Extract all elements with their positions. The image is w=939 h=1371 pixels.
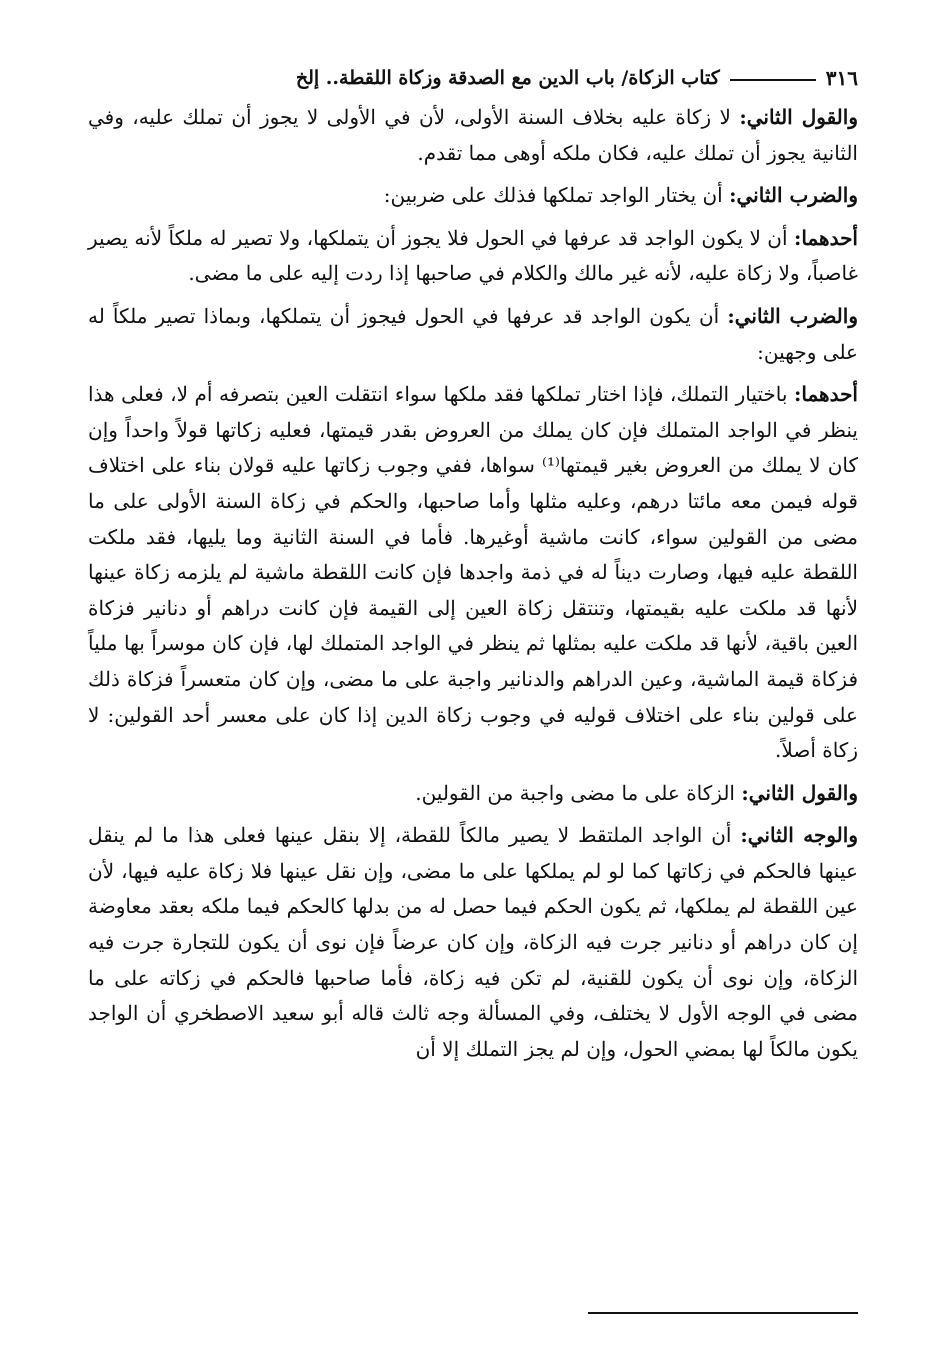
paragraph (88, 221, 858, 292)
paragraph-lead: والقول الثاني: (741, 780, 858, 805)
paragraph (88, 818, 858, 1067)
paragraph (88, 776, 858, 812)
paragraph-text: الزكاة على ما مضى واجبة من القولين. (415, 780, 742, 805)
paragraph-lead: والوجه الثاني: (740, 823, 858, 848)
page-header (88, 60, 858, 96)
paragraph-lead: أحدهما: (793, 382, 858, 407)
footnote-rule (588, 1312, 858, 1314)
paragraph (88, 377, 858, 769)
paragraph-text: أن يكون الواجد قد عرفها في الحول فيجوز أن يتملكها، وبماذا تصير ملكاً له على وجهين: (88, 303, 858, 364)
document-page (88, 60, 858, 1074)
paragraph-text: لا زكاة عليه بخلاف السنة الأولى، لأن في الأولى لا يجوز أن تملك عليه، وفي الثانية يجوز أن تملك عليه، فكان ملكه أوهى مما تقدم. (88, 105, 858, 165)
paragraph-lead: والضرب الثاني: (727, 303, 858, 328)
header-rule (730, 79, 816, 81)
paragraph-text: باختيار التملك، فإذا اختار تملكها فقد ملكها سواء انتقلت العين بتصرفه أم لا، فعلى هذا ينظر في الواجد المتملك فإن كان يملك من العروض بقدر قيمتها، فعليه زكاتها قولاً واحداً وإن كان لا يملك من العروض بغير قيمتها⁽¹⁾ سواها، ففي وجوب زكاتها عليه قولان بناء على اختلاف قوله فيمن معه مائتا درهم، وعليه مثلها وأما صاحبها، والحكم في زكاة السنة الأولى على ما مضى من القولين سواء، كانت ماشية أوغيرها. فأما في السنة الثانية وما يليها، فقد ملكت اللقطة عليه فيها، وصارت ديناً له في ذمة واجدها فإن كانت اللقطة ماشية لم يلزمه زكاة عينها لأنها قد ملكت عليه بقيمتها، وتنتقل زكاة العين إلى القيمة فإن كانت دراهم أو دنانير فزكاة العين باقية، لأنها قد ملكت عليه بمثلها ثم ينظر في الواجد المتملك لها، فإن كان موسراً بها ملياً فزكاة قيمة الماشية، وعين الدراهم والدنانير واجبة على ما مضى، وإن كان متعسراً فزكاة ذلك على قولين بناء على اختلاف قوليه في وجوب زكاة الدين إذا كان على معسر أحد القولين: لا زكاة أصلاً. (88, 382, 858, 763)
paragraph-text: أن الواجد الملتقط لا يصير مالكاً للقطة، إلا بنقل عينها فعلى هذا ما لم ينقل عينها فالحكم في زكاتها كما لو لم يملكها على ما مضى، وإن نقل عينها فلا زكاة عليه فيها، لأن عين اللقطة لم يملكها، ثم يكون الحكم فيما حصل له من بدلها كالحكم فيما ملكه بعقد معاوضة إن كان دراهم أو دنانير جرت فيه الزكاة، وإن كان عرضاً فإن نوى أن يكون للتجارة جرت فيه الزكاة، وإن نوى أن يكون للقنية، لم تكن فيه زكاة، فأما صاحبها فالحكم في زكاته على ما مضى في الوجه الأول لا يختلف، وفي المسألة وجه ثالث قاله أبو سعيد الاصطخري أن الواجد يكون مالكاً لها بمضي الحول، وإن لم يجز التملك إلا أن (88, 823, 858, 1061)
page-number: ٣١٦ (825, 66, 858, 90)
paragraph-lead: والضرب الثاني: (729, 183, 858, 208)
paragraph-lead: أحدهما: (793, 225, 858, 250)
paragraph-text: أن لا يكون الواجد قد عرفها في الحول فلا يجوز أن يتملكها، ولا تصير له ملكاً لأنه يصير غاصباً، ولا زكاة عليه، لأنه غير مالك والكلام في صاحبها إذا ردت إليه على ما مضى. (88, 225, 858, 286)
paragraph (88, 100, 858, 171)
body-text (88, 100, 858, 1067)
paragraph (88, 178, 858, 214)
paragraph (88, 299, 858, 370)
paragraph-text: أن يختار الواجد تملكها فذلك على ضربين: (383, 183, 730, 208)
paragraph-lead: والقول الثاني: (739, 105, 858, 129)
running-title: كتاب الزكاة/ باب الدين مع الصدقة وزكاة اللقطة.. إلخ (295, 67, 720, 89)
